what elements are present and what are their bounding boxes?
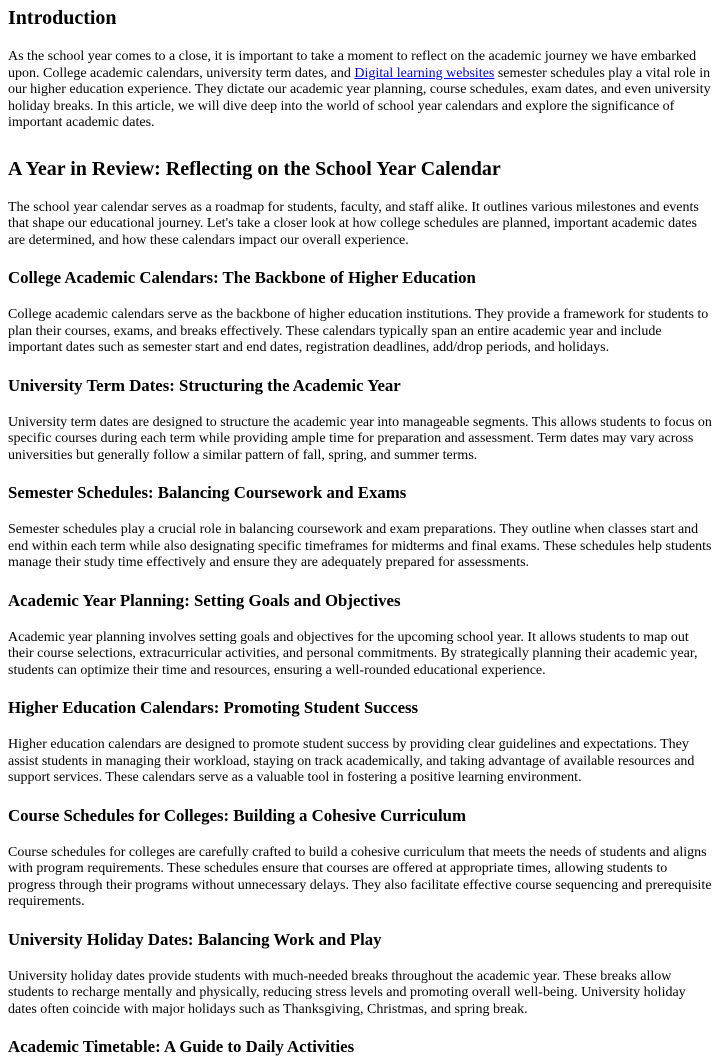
section-heading-year-planning: Academic Year Planning: Setting Goals and Objectives (8, 590, 401, 610)
intro-heading: Introduction (8, 7, 117, 29)
section-paragraph-education-calendars: Higher education calendars are designed to promote student success by providing clear guidelines and expectations. They assist students in managing their workload, staying on track academically, and taking advantage of available resources and support services. These calendars serve as a valuable tool in fostering a positive learning environment. (8, 737, 695, 785)
digital-learning-link[interactable]: Digital learning websites (354, 65, 495, 81)
section-heading-holiday-dates: University Holiday Dates: Balancing Work and Play (8, 929, 382, 949)
section-heading-academic-calendars: College Academic Calendars: The Backbone of Higher Education (8, 268, 476, 287)
section-heading-course-schedules: Course Schedules for Colleges: Building a Cohesive Curriculum (8, 805, 466, 825)
section-paragraph-course-schedules: Course schedules for colleges are carefully crafted to build a cohesive curriculum that meets the needs of students and aligns with program requirements. These schedules ensure that courses are offered at appropriate times, allowing students to progress through their programs without unnecessary delays. They also facilitate effective course sequencing and prerequisite requirements. (8, 844, 712, 909)
intro-text-after-link: semester schedules play a vital role in our higher education experience. They dictate our academic year planning, course schedules, exam dates, and even university holiday breaks. In this article, we will dive deep into the world of school year calendars and explore the significance of important academic dates. (8, 65, 711, 130)
review-heading: A Year in Review: Reflecting on the School Year Calendar (8, 157, 501, 180)
section-paragraph-academic-calendars: College academic calendars serve as the backbone of higher education institutions. They provide a framework for students to plan their courses, exams, and breaks effectively. These calendars typically span an entire academic year and include important dates such as semester start and end dates, registration deadlines, add/drop periods, and holidays. (8, 307, 709, 355)
section-heading-semester-schedules: Semester Schedules: Balancing Coursework and Exams (8, 483, 407, 502)
section-heading-education-calendars: Higher Education Calendars: Promoting Student Success (8, 698, 419, 717)
section-paragraph-term-dates: University term dates are designed to structure the academic year into manageable segments. This allows students to focus on specific courses during each term while providing ample time for preparation and assessment. Term dates may vary across universities but generally follow a similar pattern of fall, spring, and summer terms. (8, 414, 712, 463)
section-heading-academic-timetable: Academic Timetable: A Guide to Daily Activities (8, 1037, 355, 1056)
section-paragraph-holiday-dates: University holiday dates provide students with much-needed breaks throughout the academic year. These breaks allow students to recharge mentally and physically, reducing stress levels and promoting overall well-being. University holiday dates often coincide with major holidays such as Thanksgiving, Christmas, and spring break. (8, 968, 686, 1017)
section-heading-term-dates: University Term Dates: Structuring the Academic Year (8, 375, 401, 395)
intro-paragraph (8, 49, 712, 132)
intro-text-before-link: As the school year comes to a close, it is important to take a moment to reflect on the academic journey we have embarked upon. College academic calendars, university term dates, and (8, 49, 697, 81)
section-paragraph-semester-schedules: Semester schedules play a crucial role in balancing coursework and exam preparations. They outline when classes start and end within each term while also designating specific timeframes for midterms and final exams. These schedules help students manage their study time effectively and ensure they are adequately prepared for assessments. (8, 522, 712, 570)
section-paragraph-year-planning: Academic year planning involves setting goals and objectives for the upcoming school year. It allows students to map out their course selections, extracurricular activities, and personal commitments. By strategically planning their academic year, students can optimize their time and resources, ensuring a well-rounded educational experience. (8, 629, 698, 678)
article (0, 6, 720, 1057)
review-paragraph: The school year calendar serves as a roadmap for students, faculty, and staff alike. It outlines various milestones and events that shape our educational journey. Let's take a closer look at how college schedules are planned, important academic dates are determined, and how these calendars impact our overall experience. (8, 199, 699, 248)
